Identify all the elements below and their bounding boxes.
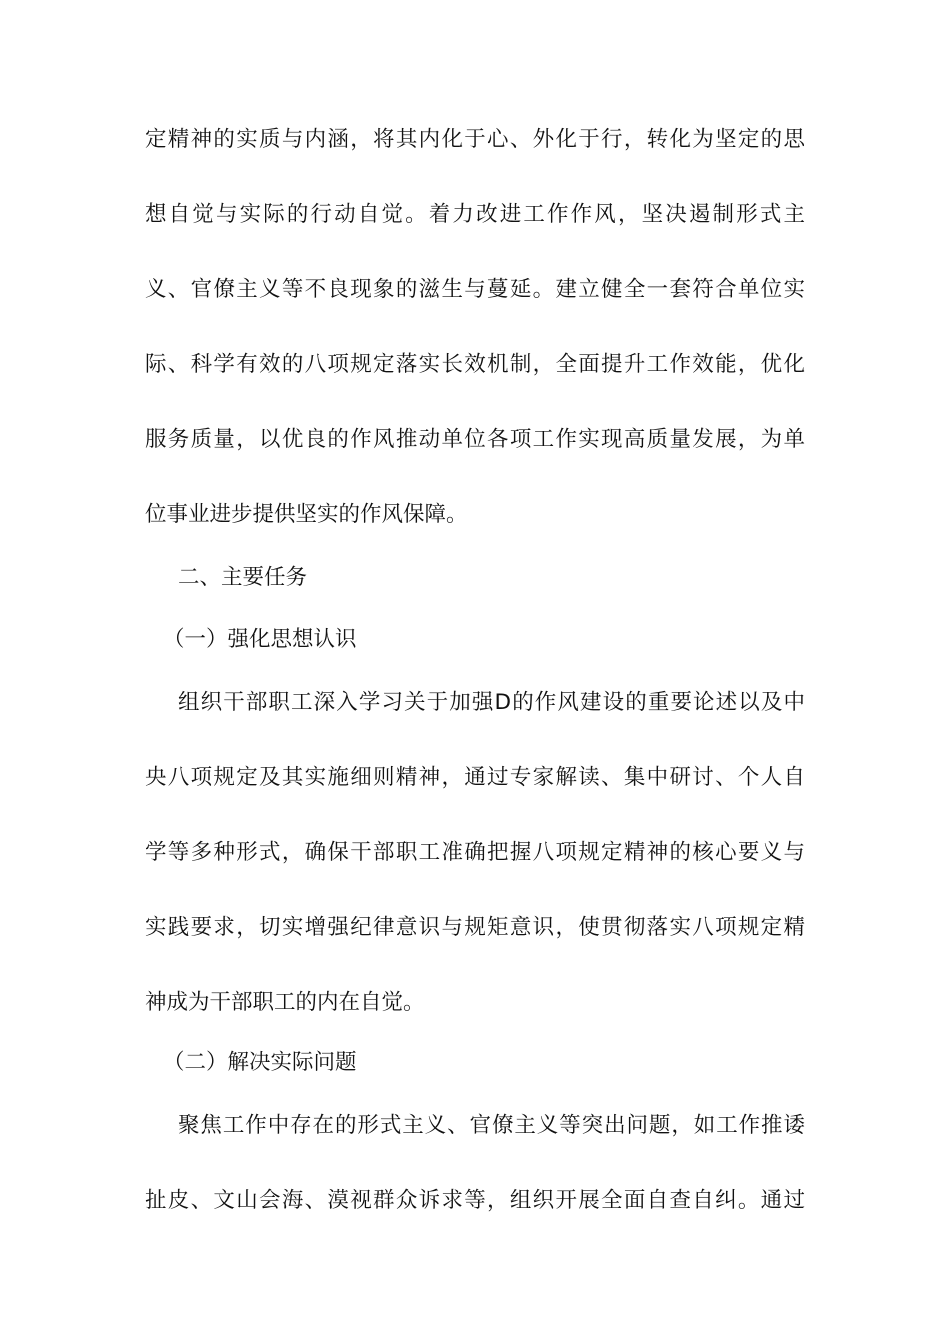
section-heading: 二、主要任务 — [178, 565, 308, 590]
text-line: 神成为干部职工的内在自觉。 — [145, 990, 425, 1015]
text-line: 学等多种形式，确保干部职工准确把握八项规定精神的核心要义与 — [145, 840, 805, 865]
text-line: 际、科学有效的八项规定落实长效机制，全面提升工作效能，优化 — [145, 352, 805, 377]
subsection-heading: （二）解决实际问题 — [163, 1050, 357, 1075]
subsection-heading: （一）强化思想认识 — [163, 627, 357, 652]
text-line: 聚焦工作中存在的形式主义、官僚主义等突出问题，如工作推诿 — [178, 1113, 805, 1138]
text-line: 扯皮、文山会海、漠视群众诉求等，组织开展全面自查自纠。通过 — [145, 1188, 805, 1213]
text-line: 组织干部职工深入学习关于加强D的作风建设的重要论述以及中 — [178, 690, 805, 715]
text-line: 定精神的实质与内涵，将其内化于心、外化于行，转化为坚定的思 — [145, 127, 805, 152]
text-line: 实践要求，切实增强纪律意识与规矩意识，使贯彻落实八项规定精 — [145, 915, 805, 940]
text-line: 央八项规定及其实施细则精神，通过专家解读、集中研讨、个人自 — [145, 765, 805, 790]
text-line: 义、官僚主义等不良现象的滋生与蔓延。建立健全一套符合单位实 — [145, 277, 805, 302]
text-line: 想自觉与实际的行动自觉。着力改进工作作风，坚决遏制形式主 — [145, 202, 805, 227]
text-line: 服务质量，以优良的作风推动单位各项工作实现高质量发展，为单 — [145, 427, 805, 452]
text-line: 位事业进步提供坚实的作风保障。 — [145, 502, 468, 527]
